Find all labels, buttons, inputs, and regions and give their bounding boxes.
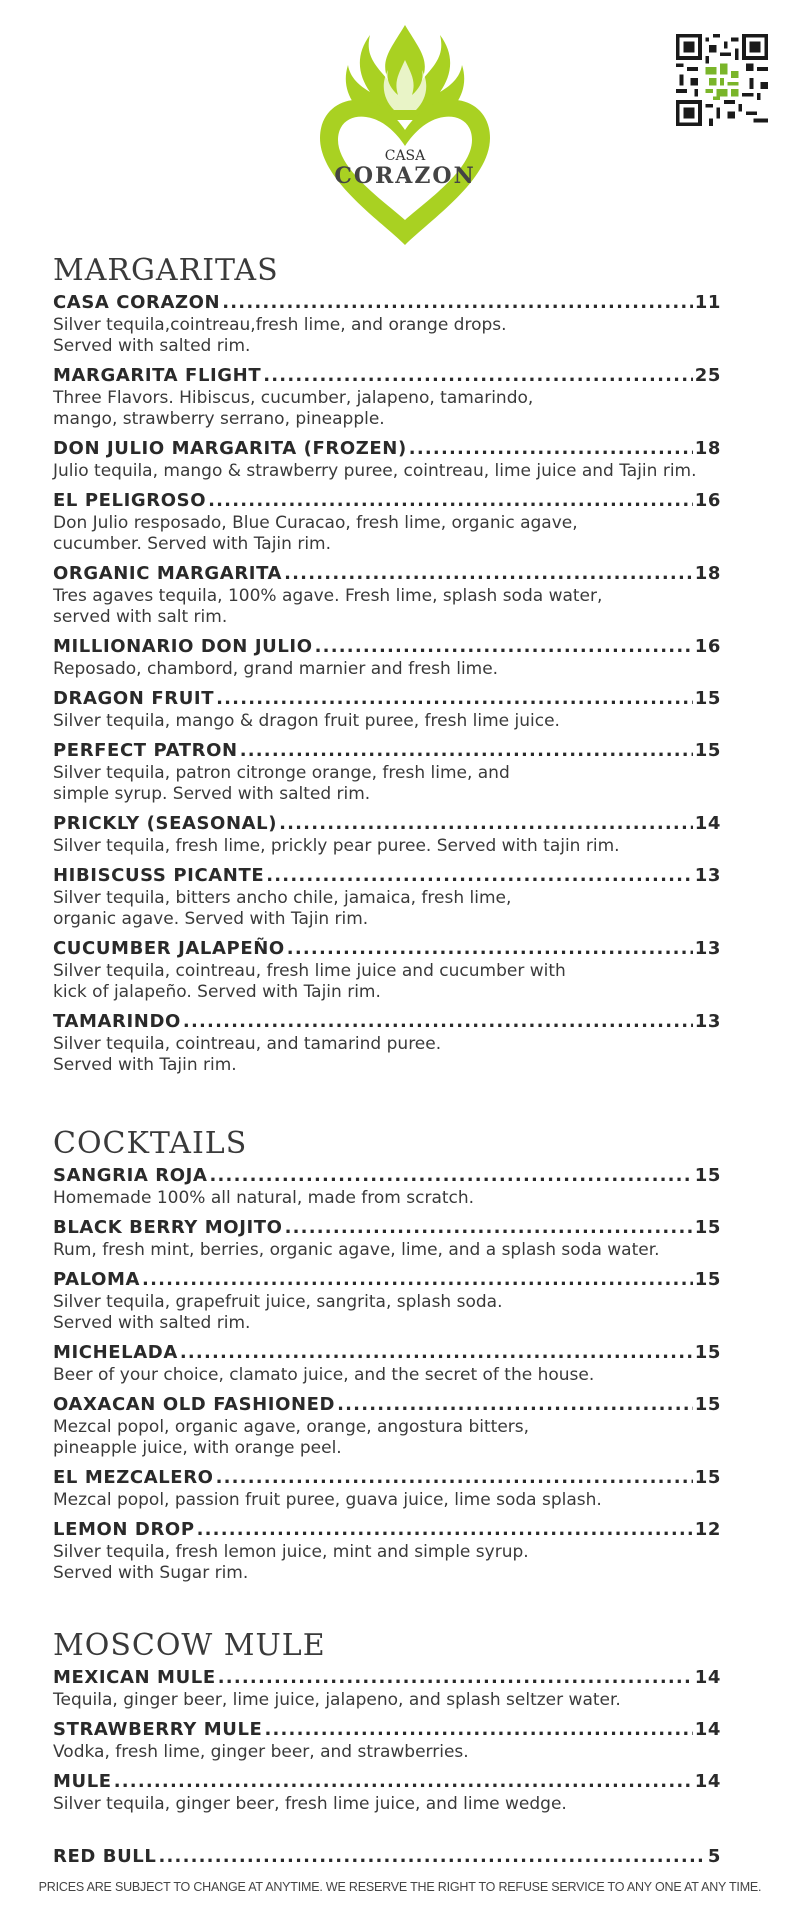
- item-name: SANGRIA ROJA: [53, 1165, 208, 1186]
- menu-item: [53, 687, 721, 732]
- menu-item: [53, 1666, 721, 1711]
- dot-leader: [209, 1164, 692, 1188]
- dot-leader: [284, 562, 693, 586]
- item-description: Silver tequila, ginger beer, fresh lime juice, and lime wedge.: [53, 1794, 567, 1814]
- dot-leader: [222, 291, 693, 315]
- item-name: MICHELADA: [53, 1342, 178, 1363]
- dot-leader: [218, 1666, 693, 1690]
- item-name: LEMON DROP: [53, 1519, 195, 1540]
- menu-item: [53, 489, 721, 555]
- menu-item: [53, 1164, 721, 1209]
- dot-leader: [216, 1466, 693, 1490]
- red-bull-item: [53, 1845, 721, 1869]
- item-description: Silver tequila, fresh lime, prickly pear puree. Served with tajin rim.: [53, 836, 620, 856]
- menu-item: [53, 1393, 721, 1459]
- footer-disclaimer: PRICES ARE SUBJECT TO CHANGE AT ANYTIME. WE RESERVE THE RIGHT TO REFUSE SERVICE TO ANY ONE AT ANY TIME.: [38, 1880, 762, 1894]
- item-price: 15: [694, 688, 721, 709]
- item-name: MILLIONARIO DON JULIO: [53, 636, 313, 657]
- dot-leader: [409, 437, 693, 461]
- item-description: Silver tequila, cointreau, fresh lime juice and cucumber with kick of jalapeño. Served with Tajin rim.: [53, 961, 566, 1002]
- item-description: Silver tequila,cointreau,fresh lime, and orange drops. Served with salted rim.: [53, 315, 507, 356]
- item-price: 16: [694, 490, 721, 511]
- flaming-heart-icon: [310, 20, 500, 255]
- dot-leader: [337, 1393, 693, 1417]
- item-description: Mezcal popol, passion fruit puree, guava juice, lime soda splash.: [53, 1490, 602, 1510]
- dot-leader: [315, 635, 693, 659]
- item-price: 11: [694, 292, 721, 313]
- item-price: 15: [694, 1394, 721, 1415]
- menu-item: [53, 1466, 721, 1511]
- item-name: STRAWBERRY MULE: [53, 1719, 263, 1740]
- item-price: 15: [694, 1217, 721, 1238]
- menu-item: [53, 1718, 721, 1763]
- dot-leader: [180, 1341, 693, 1365]
- dot-leader: [142, 1268, 693, 1292]
- menu-item: [53, 1010, 721, 1076]
- section-moscow-mule: [53, 1628, 721, 1822]
- item-description: Silver tequila, fresh lemon juice, mint and simple syrup. Served with Sugar rim.: [53, 1542, 529, 1583]
- dot-leader: [216, 687, 693, 711]
- qr-code-icon[interactable]: [676, 34, 768, 126]
- dot-leader: [285, 1216, 693, 1240]
- item-price: 15: [694, 1467, 721, 1488]
- menu-item: [53, 1216, 721, 1261]
- menu-item: [53, 437, 721, 482]
- dot-leader: [158, 1845, 705, 1869]
- item-price: 15: [694, 1342, 721, 1363]
- menu-item: [53, 812, 721, 857]
- item-name: EL MEZCALERO: [53, 1467, 214, 1488]
- menu-item: [53, 1770, 721, 1815]
- item-name: EL PELIGROSO: [53, 490, 207, 511]
- menu-item: [53, 1518, 721, 1584]
- dot-leader: [266, 864, 693, 888]
- item-description: Tequila, ginger beer, lime juice, jalapeno, and splash seltzer water.: [53, 1690, 621, 1710]
- item-price: 13: [694, 938, 721, 959]
- item-name: HIBISCUSS PICANTE: [53, 865, 265, 886]
- section-title: COCKTAILS: [53, 1126, 248, 1161]
- menu-item: [53, 864, 721, 930]
- item-name: OAXACAN OLD FASHIONED: [53, 1394, 336, 1415]
- item-description: Homemade 100% all natural, made from scratch.: [53, 1188, 475, 1208]
- item-description: Beer of your choice, clamato juice, and the secret of the house.: [53, 1365, 595, 1385]
- menu-item: [53, 1341, 721, 1386]
- item-name: DRAGON FRUIT: [53, 688, 215, 709]
- item-name: CASA CORAZON: [53, 292, 221, 313]
- menu-item: [53, 739, 721, 805]
- item-description: Silver tequila, mango & dragon fruit puree, fresh lime juice.: [53, 711, 560, 731]
- menu-item: [53, 291, 721, 357]
- menu-item: [53, 562, 721, 628]
- item-description: Tres agaves tequila, 100% agave. Fresh lime, splash soda water, served with salt rim.: [53, 586, 603, 627]
- menu-item: [53, 1268, 721, 1334]
- dot-leader: [287, 937, 693, 961]
- item-name: MEXICAN MULE: [53, 1667, 216, 1688]
- dot-leader: [279, 812, 693, 836]
- item-price: 13: [694, 865, 721, 886]
- item-name: MULE: [53, 1771, 112, 1792]
- item-name: BLACK BERRY MOJITO: [53, 1217, 283, 1238]
- item-description: Mezcal popol, organic agave, orange, angostura bitters, pineapple juice, with orange peel.: [53, 1417, 530, 1458]
- section-margaritas: [53, 253, 721, 1083]
- item-description: Don Julio resposado, Blue Curacao, fresh lime, organic agave, cucumber. Served with Tajin rim.: [53, 513, 578, 554]
- item-price: 16: [694, 636, 721, 657]
- item-price: 15: [694, 1165, 721, 1186]
- item-price: 14: [694, 1719, 721, 1740]
- menu-item: [53, 937, 721, 1003]
- logo-small-text: CASA: [384, 148, 426, 164]
- item-description: Silver tequila, patron citronge orange, fresh lime, and simple syrup. Served with salted rim.: [53, 763, 510, 804]
- dot-leader: [208, 489, 693, 513]
- menu-item: [53, 364, 721, 430]
- item-description: Silver tequila, bitters ancho chile, jamaica, fresh lime, organic agave. Served with Tajin rim.: [53, 888, 512, 929]
- dot-leader: [264, 1718, 692, 1742]
- item-price: 18: [694, 438, 721, 459]
- item-name: CUCUMBER JALAPEÑO: [53, 938, 285, 959]
- menu-item: [53, 635, 721, 680]
- item-description: Rum, fresh mint, berries, organic agave, lime, and a splash soda water.: [53, 1240, 660, 1260]
- item-description: Silver tequila, grapefruit juice, sangrita, splash soda. Served with salted rim.: [53, 1292, 503, 1333]
- item-price: 15: [694, 1269, 721, 1290]
- item-price: 12: [694, 1519, 721, 1540]
- item-description: Julio tequila, mango & strawberry puree, cointreau, lime juice and Tajin rim.: [53, 461, 697, 481]
- item-price: 18: [694, 563, 721, 584]
- dot-leader: [240, 739, 693, 763]
- item-name: PRICKLY (SEASONAL): [53, 813, 278, 834]
- item-description: Silver tequila, cointreau, and tamarind puree. Served with Tajin rim.: [53, 1034, 442, 1075]
- section-title: MARGARITAS: [53, 253, 279, 288]
- logo-big-text: CORAZON: [334, 163, 476, 189]
- casa-corazon-logo: [310, 20, 500, 255]
- item-description: Reposado, chambord, grand marnier and fresh lime.: [53, 659, 499, 679]
- item-name: DON JULIO MARGARITA (FROZEN): [53, 438, 407, 459]
- item-price: 13: [694, 1011, 721, 1032]
- item-price: 5: [707, 1846, 721, 1867]
- dot-leader: [183, 1010, 693, 1034]
- item-name: PERFECT PATRON: [53, 740, 238, 761]
- dot-leader: [263, 364, 693, 388]
- item-price: 25: [694, 365, 721, 386]
- item-name: MARGARITA FLIGHT: [53, 365, 262, 386]
- item-name: TAMARINDO: [53, 1011, 181, 1032]
- item-name: ORGANIC MARGARITA: [53, 563, 283, 584]
- item-name: RED BULL: [53, 1846, 157, 1867]
- item-description: Vodka, fresh lime, ginger beer, and strawberries.: [53, 1742, 469, 1762]
- item-description: Three Flavors. Hibiscus, cucumber, jalapeno, tamarindo, mango, strawberry serrano, pineapple.: [53, 388, 534, 429]
- section-cocktails: [53, 1126, 721, 1591]
- section-title: MOSCOW MULE: [53, 1628, 326, 1663]
- dot-leader: [197, 1518, 693, 1542]
- dot-leader: [114, 1770, 693, 1794]
- item-price: 14: [694, 1667, 721, 1688]
- item-price: 14: [694, 813, 721, 834]
- item-price: 14: [694, 1771, 721, 1792]
- item-price: 15: [694, 740, 721, 761]
- item-name: PALOMA: [53, 1269, 141, 1290]
